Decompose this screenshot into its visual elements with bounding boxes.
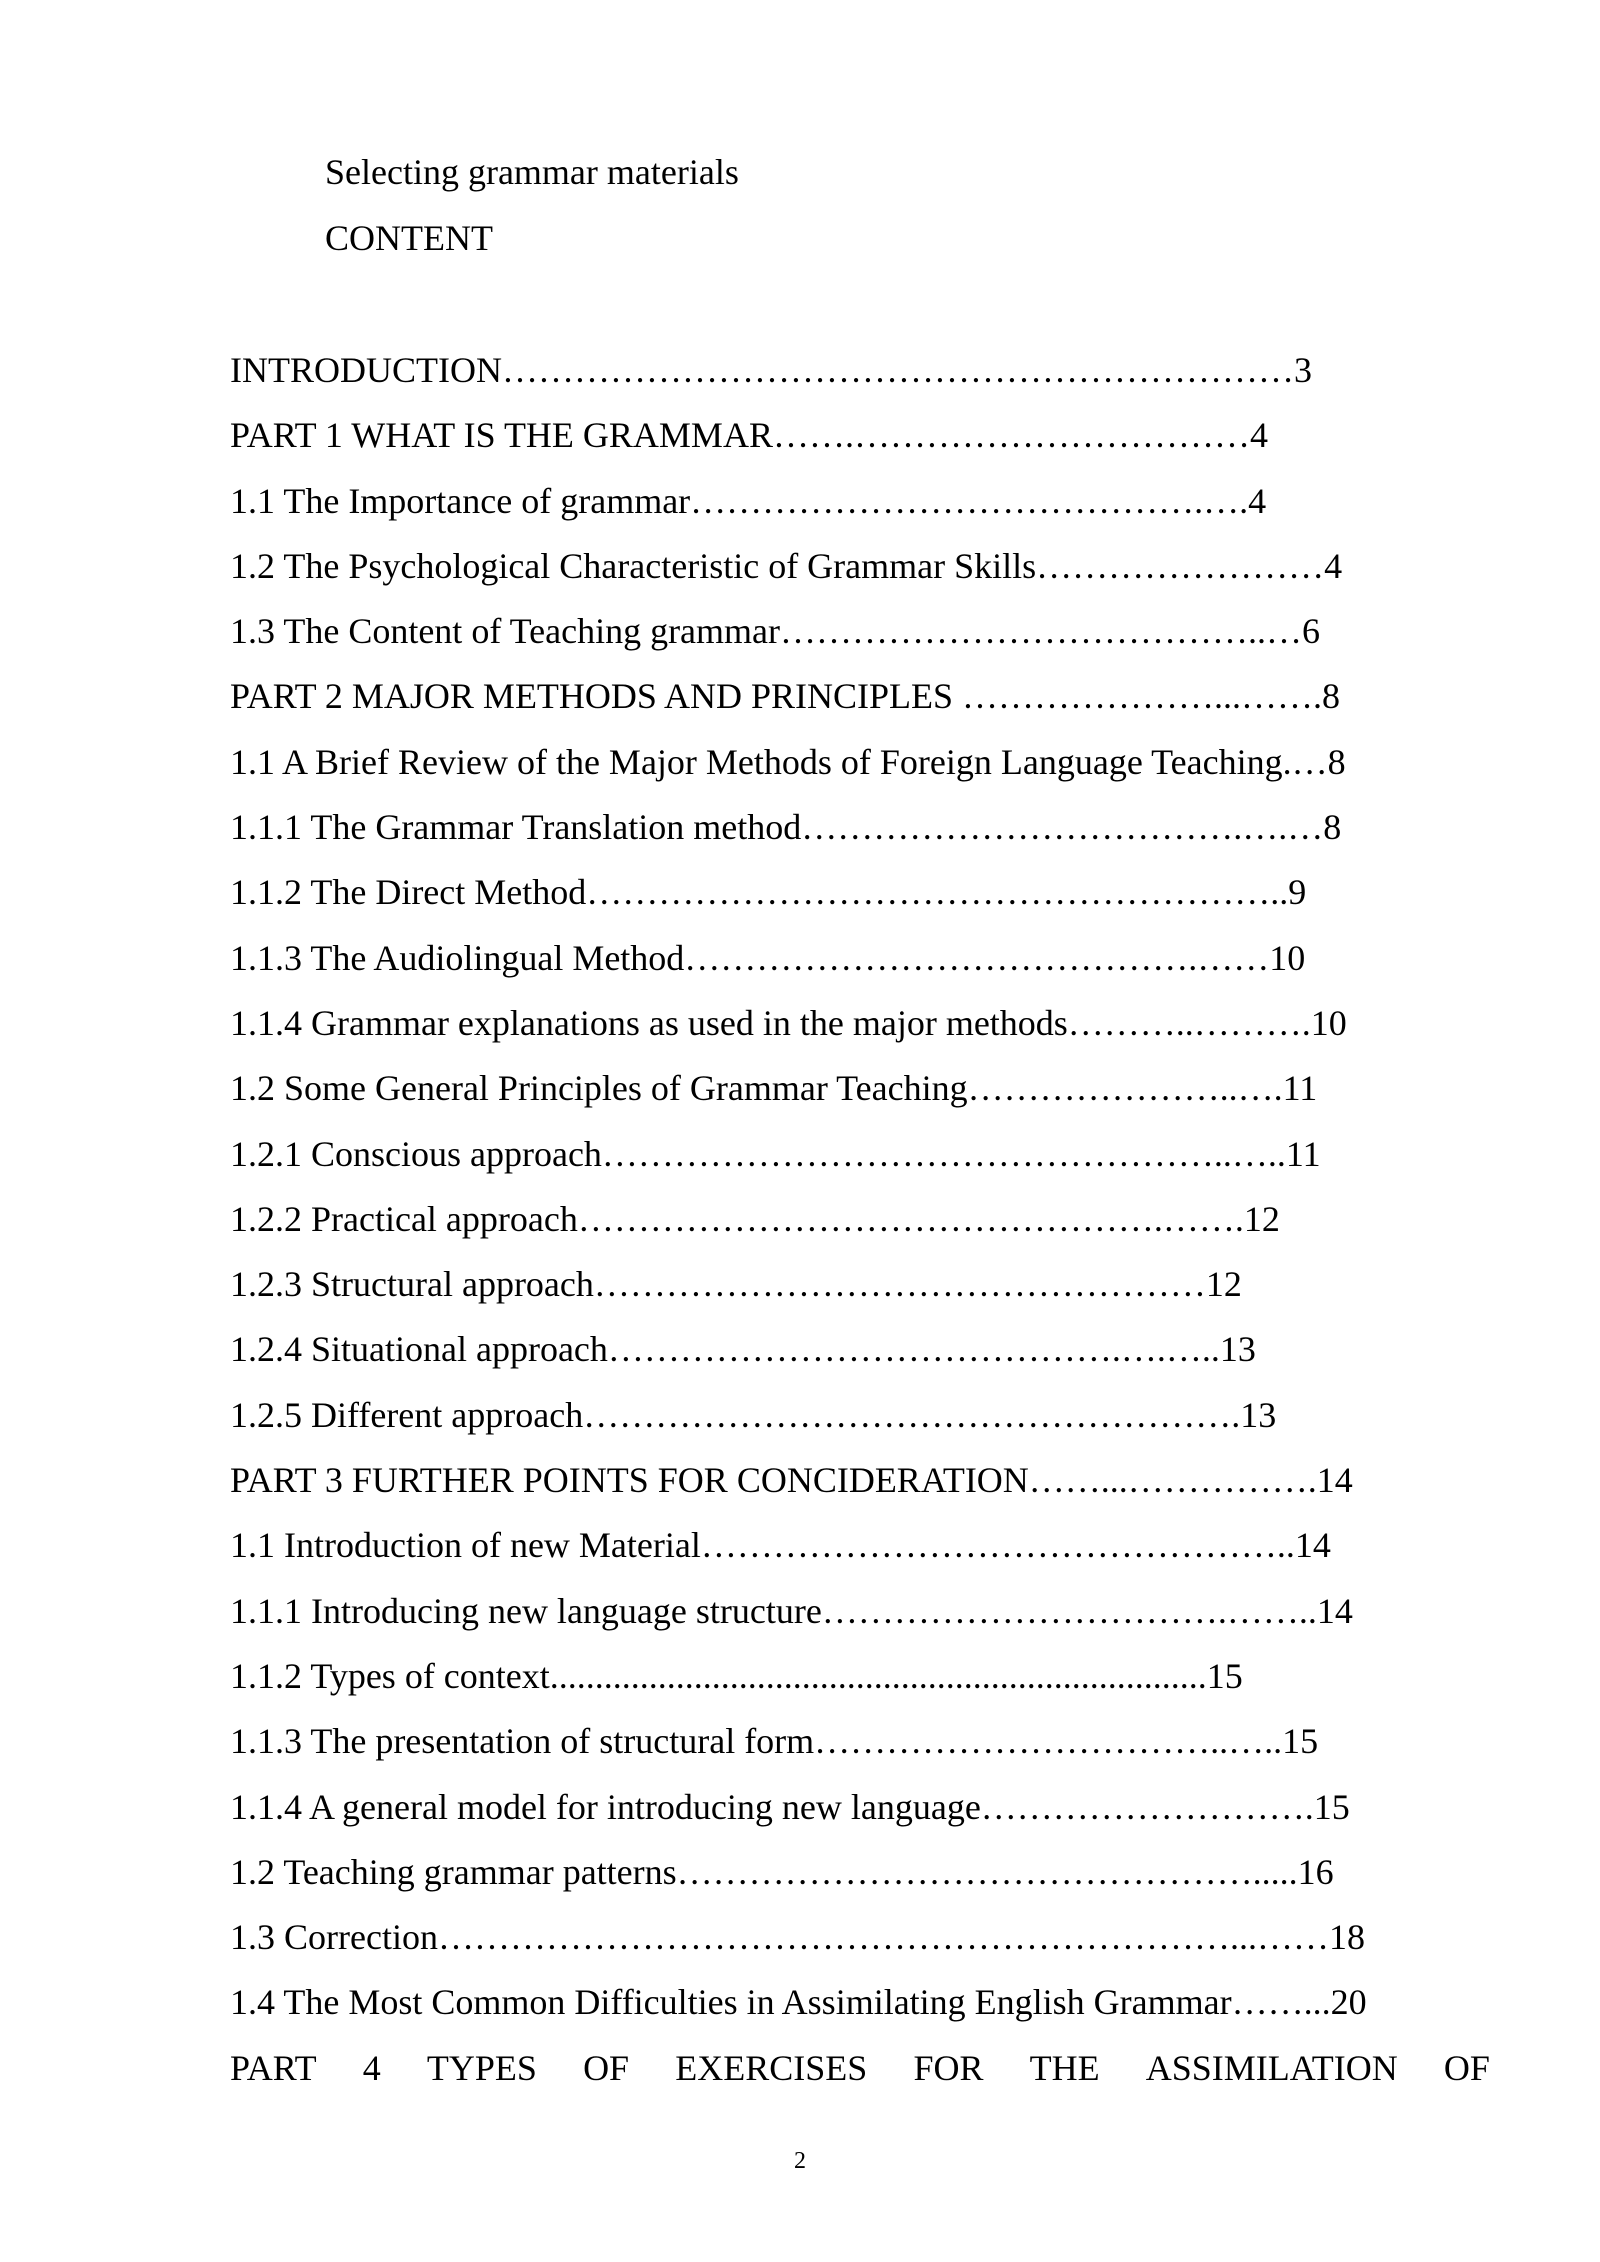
- toc-entry-3-1-4: 1.4 The Most Common Difficulties in Assimilating English Grammar……...20: [230, 1982, 1367, 2023]
- toc-entry-1-3: 1.3 The Content of Teaching grammar…………………………………..…6: [230, 611, 1321, 652]
- toc-entry-1-1: 1.1 The Importance of grammar…………………………………….….4: [230, 480, 1267, 521]
- toc-word: 4: [362, 2047, 381, 2088]
- toc-entry-2-1-1-3: 1.1.3 The Audiolingual Method…………………………………….……10: [230, 937, 1306, 978]
- toc-entry-3-1-3: 1.3 Correction…………………………………………………………...……18: [230, 1917, 1365, 1958]
- toc-entry-2-1-1: 1.1 A Brief Review of the Major Methods of Foreign Language Teaching.…8: [230, 741, 1346, 782]
- page-number: 2: [794, 2148, 806, 2174]
- toc-entry-3-1-1: 1.1 Introduction of new Material…………………………………………..14: [230, 1525, 1331, 1566]
- content-heading: CONTENT: [325, 218, 493, 258]
- toc-entry-2-1-1-2: 1.1.2 The Direct Method…………………………………………………..9: [230, 872, 1307, 913]
- toc-entry-2-1-2-4: 1.2.4 Situational approach…………………………………….….…..13: [230, 1329, 1256, 1370]
- toc-entry-2-1-2-2: 1.2.2 Practical approach………………………………………….…….12: [230, 1198, 1280, 1239]
- toc-entry-2-1-2-1: 1.2.1 Conscious approach……………………………………………..…..11: [230, 1133, 1321, 1174]
- toc-word: THE: [1029, 2047, 1100, 2088]
- document-subtitle: Selecting grammar materials: [325, 152, 739, 192]
- toc-word: PART: [230, 2047, 317, 2088]
- toc-entry-1-2: 1.2 The Psychological Characteristic of Grammar Skills……………………4: [230, 545, 1343, 586]
- toc-entry-2-1-2-3: 1.2.3 Structural approach……………………………………………12: [230, 1264, 1242, 1305]
- toc-entry-2-1-2-5: 1.2.5 Different approach……………………………………………….13: [230, 1394, 1277, 1435]
- toc-entry-part-1: PART 1 WHAT IS THE GRAMMAR…….……………………………4: [230, 415, 1268, 456]
- toc-entry-part-3: PART 3 FURTHER POINTS FOR CONCIDERATION……...…………….14: [230, 1460, 1353, 1501]
- toc-word: ASSIMILATION: [1145, 2047, 1398, 2088]
- toc-entry-part-4: [230, 2043, 1490, 2108]
- toc-entry-3-1-2: 1.2 Teaching grammar patterns………………………………………….....16: [230, 1851, 1334, 1892]
- toc-entry-3-1-1-3: 1.1.3 The presentation of structural form……………………………..…..15: [230, 1721, 1319, 1762]
- toc-entry-3-1-1-4: 1.1.4 A general model for introducing new language……………………….15: [230, 1786, 1350, 1827]
- table-of-contents: [230, 345, 1490, 2108]
- toc-word: TYPES: [426, 2047, 537, 2088]
- toc-entry-part-2: PART 2 MAJOR METHODS AND PRINCIPLES …………………...…….8: [230, 676, 1340, 717]
- toc-word: FOR: [913, 2047, 984, 2088]
- toc-entry-2-1-1-4: 1.1.4 Grammar explanations as used in the major methods………..……….10: [230, 1002, 1347, 1043]
- toc-entry-3-1-1-1: 1.1.1 Introducing new language structure…………………………….……..14: [230, 1590, 1353, 1631]
- toc-entry-2-1-1-1: 1.1.1 The Grammar Translation method……………………………….….…8: [230, 807, 1342, 848]
- toc-word: OF: [583, 2047, 630, 2088]
- toc-word: EXERCISES: [675, 2047, 868, 2088]
- toc-entry-introduction: INTRODUCTION…………………………………………………………3: [230, 350, 1312, 390]
- toc-entry-3-1-1-2: 1.1.2 Types of context.........................................................................15: [230, 1655, 1243, 1696]
- toc-word: OF: [1443, 2047, 1490, 2088]
- toc-entry-2-1-2: 1.2 Some General Principles of Grammar Teaching…………………..….11: [230, 1068, 1318, 1109]
